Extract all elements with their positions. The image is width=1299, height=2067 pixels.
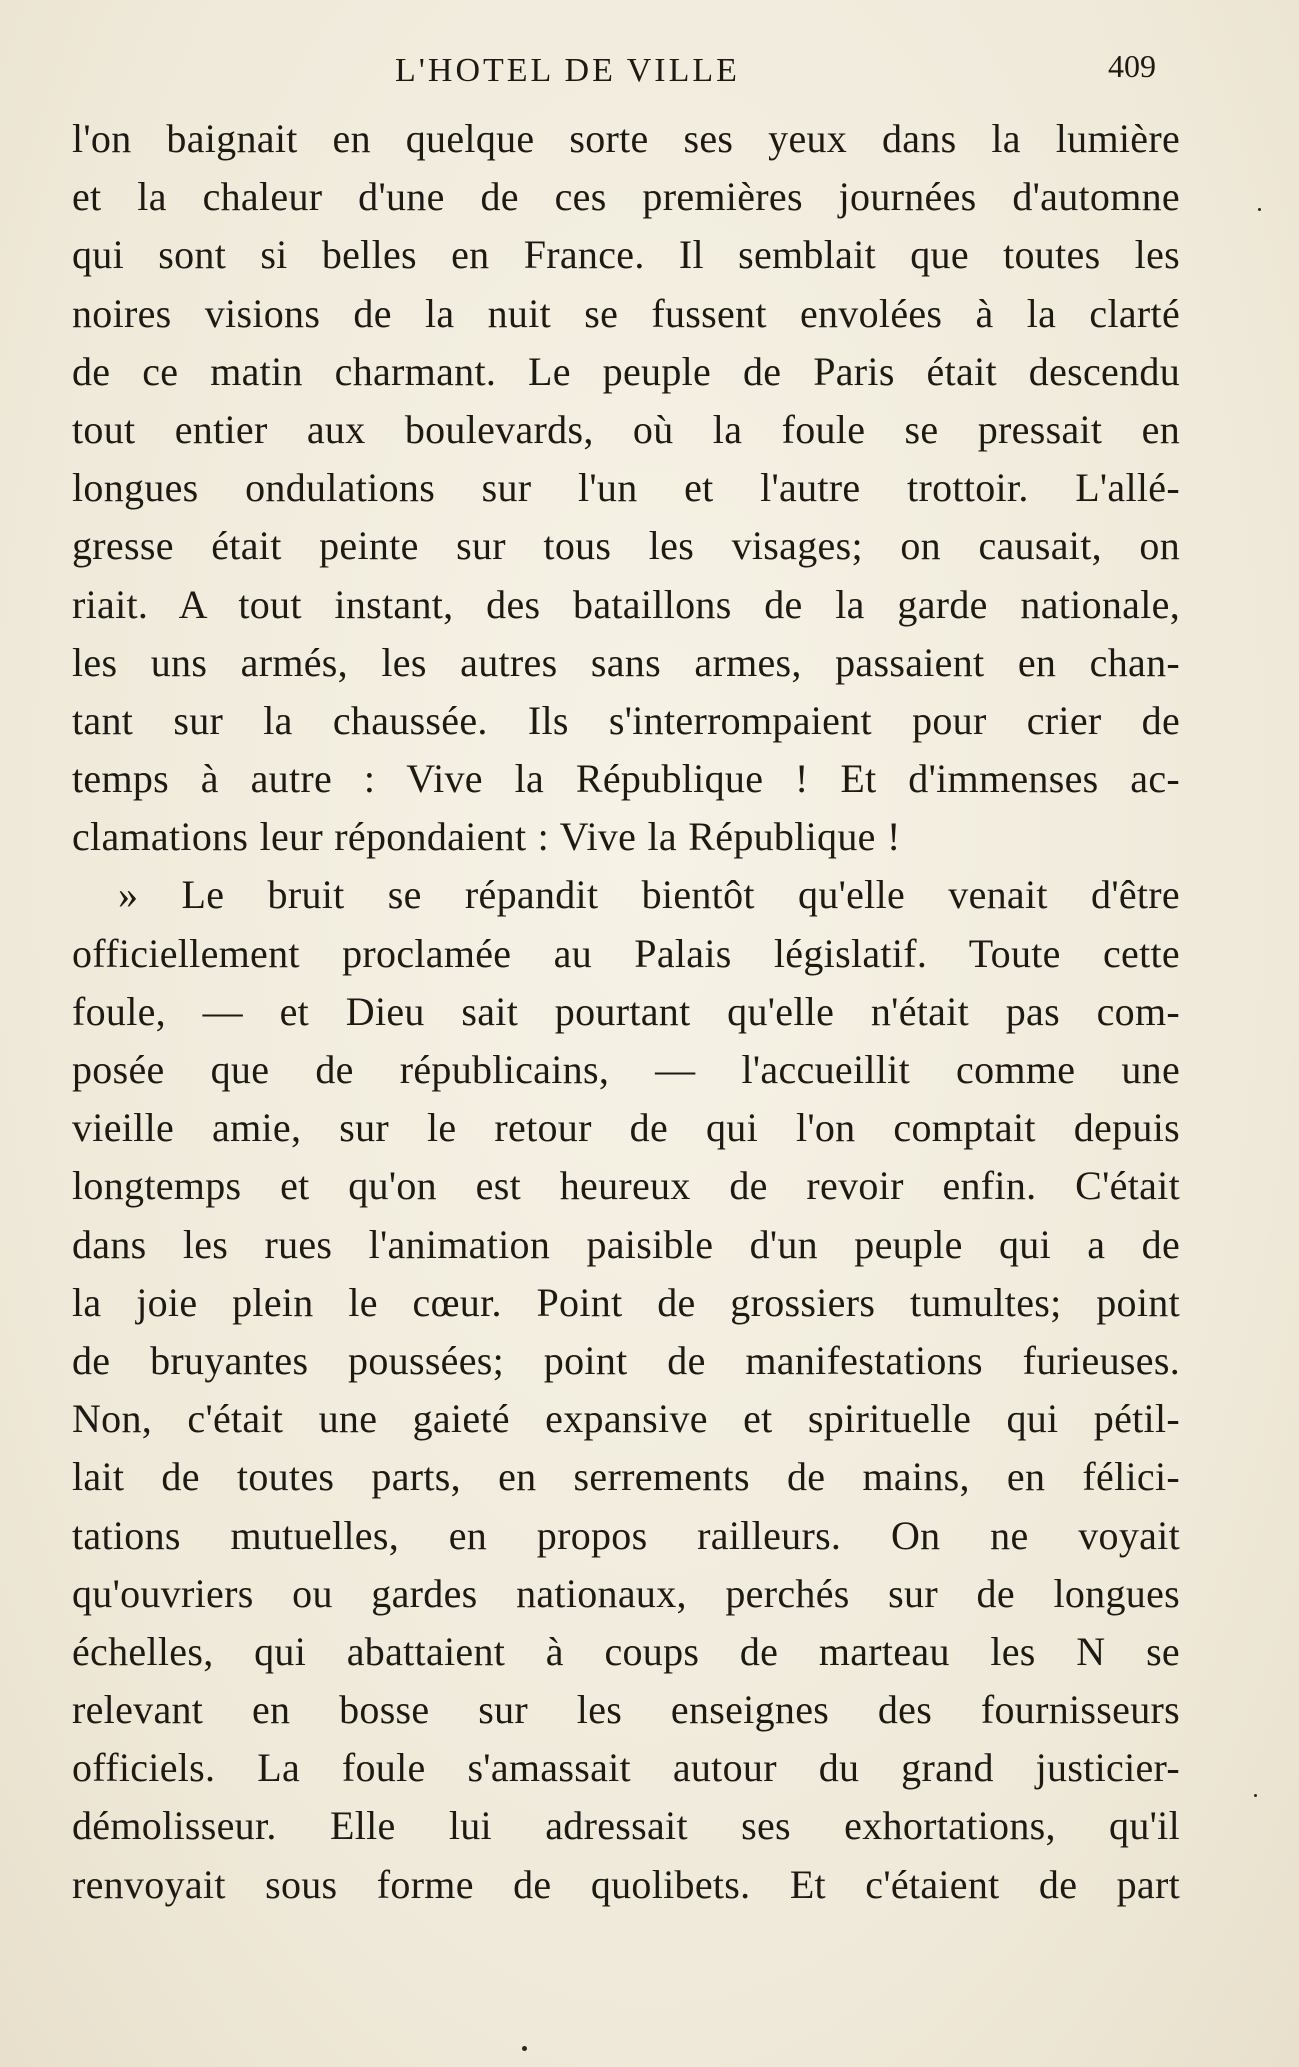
text-line: renvoyait sous forme de quolibets. Et c'étaient de part: [72, 1861, 1180, 1907]
text-line: clamations leur répondaient : Vive la République !: [72, 814, 901, 860]
text-line: posée que de républicains, — l'accueillit comme une: [72, 1047, 1180, 1092]
text-line: longtemps et qu'on est heureux de revoir enfin. C'était: [72, 1163, 1180, 1209]
text-line: l'on baignait en quelque sorte ses yeux dans la lumière: [72, 116, 1180, 161]
text-line: tant sur la chaussée. Ils s'interrompaient pour crier de: [72, 697, 1180, 743]
print-speck: [1258, 208, 1261, 211]
text-line: la joie plein le cœur. Point de grossiers tumultes; point: [72, 1279, 1180, 1325]
text-line: et la chaleur d'une de ces premières journées d'automne: [72, 174, 1180, 220]
text-line: vieille amie, sur le retour de qui l'on comptait depuis: [72, 1105, 1180, 1151]
text-line: longues ondulations sur l'un et l'autre trottoir. L'allé-: [72, 465, 1180, 511]
text-line: qui sont si belles en France. Il semblait que toutes les: [72, 232, 1180, 278]
print-speck: [1254, 1794, 1257, 1797]
text-line: » Le bruit se répandit bientôt qu'elle venait d'être: [118, 872, 1180, 918]
text-line: officiels. La foule s'amassait autour du grand justicier-: [72, 1745, 1180, 1791]
text-line: les uns armés, les autres sans armes, passaient en chan-: [72, 639, 1180, 685]
text-line: qu'ouvriers ou gardes nationaux, perchés sur de longues: [72, 1570, 1180, 1616]
text-line: gresse était peinte sur tous les visages; on causait, on: [72, 523, 1180, 569]
text-line: relevant en bosse sur les enseignes des fournisseurs: [72, 1687, 1180, 1733]
text-line: Non, c'était une gaieté expansive et spirituelle qui pétil-: [72, 1396, 1180, 1442]
text-line: tout entier aux boulevards, où la foule se pressait en: [72, 406, 1180, 452]
text-line: foule, — et Dieu sait pourtant qu'elle n'était pas com-: [72, 988, 1180, 1034]
text-line: lait de toutes parts, en serrements de mains, en félici-: [72, 1454, 1180, 1500]
text-line: noires visions de la nuit se fussent envolées à la clarté: [72, 290, 1180, 336]
text-line: tations mutuelles, en propos railleurs. On ne voyait: [72, 1512, 1180, 1558]
text-line: temps à autre : Vive la République ! Et d'immenses ac-: [72, 756, 1180, 802]
text-line: de ce matin charmant. Le peuple de Paris était descendu: [72, 348, 1180, 394]
text-line: démolisseur. Elle lui adressait ses exhortations, qu'il: [72, 1803, 1180, 1849]
text-line: riait. A tout instant, des bataillons de la garde nationale,: [72, 581, 1180, 627]
running-title: L'HOTEL DE VILLE: [395, 52, 740, 89]
page-number: 409: [1108, 48, 1156, 84]
print-speck: [522, 2046, 527, 2051]
text-line: dans les rues l'animation paisible d'un peuple qui a de: [72, 1221, 1180, 1267]
body-text: [72, 110, 1180, 1914]
text-line: échelles, qui abattaient à coups de marteau les N se: [72, 1628, 1180, 1674]
running-head: [0, 48, 1299, 112]
text-line: officiellement proclamée au Palais législatif. Toute cette: [72, 930, 1180, 976]
text-line: de bruyantes poussées; point de manifestations furieuses.: [72, 1337, 1180, 1383]
